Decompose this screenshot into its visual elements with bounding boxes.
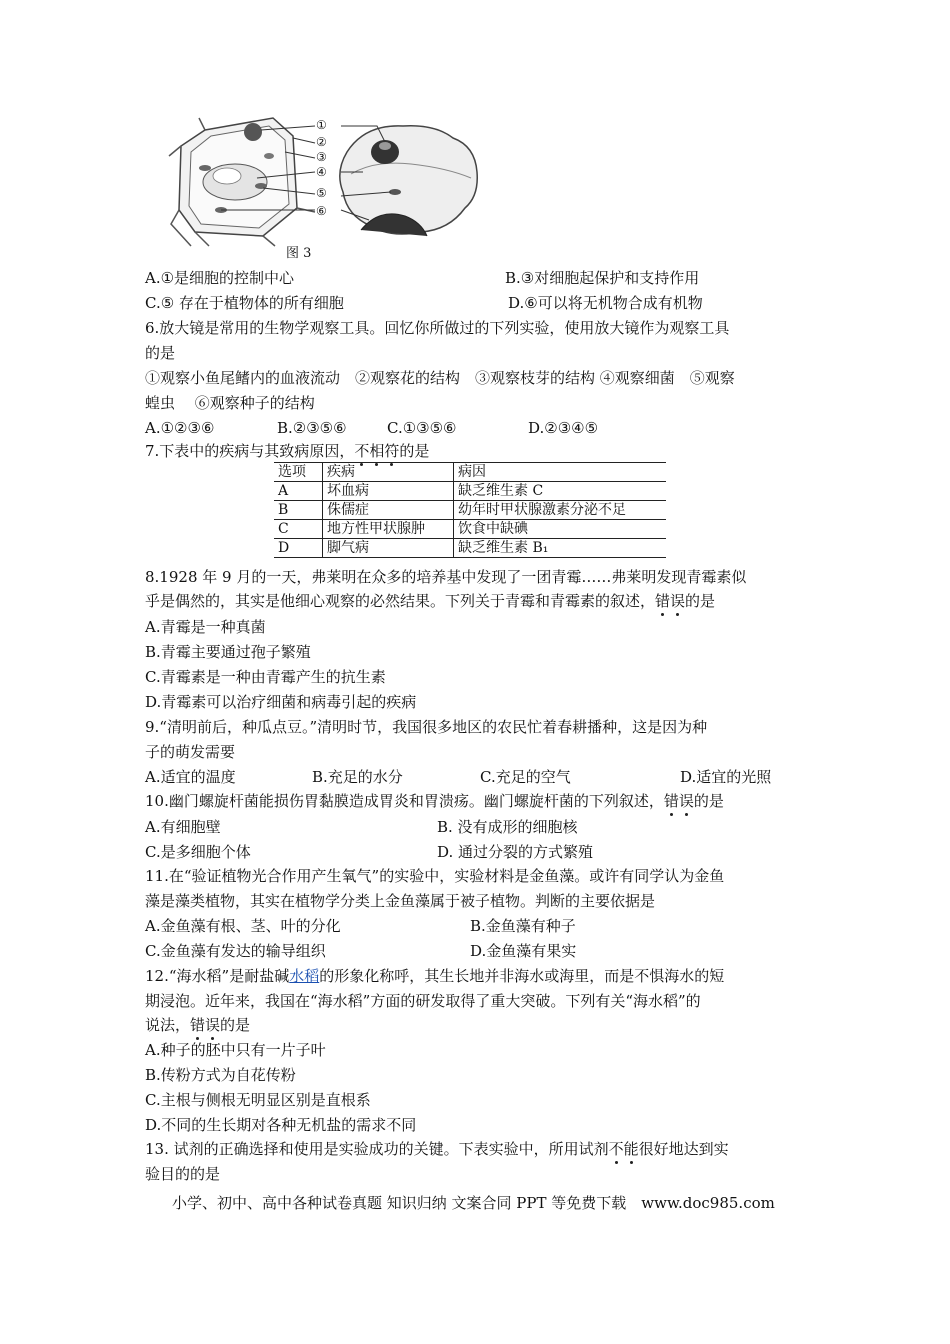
table-header-cell: 病因 bbox=[454, 463, 667, 482]
q13-emphasis-1: 不 bbox=[608, 1140, 624, 1158]
q6-stem-line4: 蝗虫 ⑥观察种子的结构 bbox=[145, 394, 315, 412]
q9-option-a: A.适宜的温度 bbox=[145, 768, 236, 786]
q12-stem-text: 12.“海水稻”是耐盐碱 bbox=[145, 967, 290, 985]
table-cell: 坏血病 bbox=[323, 482, 454, 501]
table-cell: C bbox=[274, 520, 323, 539]
table-cell: 幼年时甲状腺激素分泌不足 bbox=[454, 501, 667, 520]
q5-option-c: C.⑤ 存在于植物体的所有细胞 bbox=[145, 294, 344, 312]
q11-option-a: A.金鱼藻有根、茎、叶的分化 bbox=[145, 917, 341, 935]
figure-label-2: ② bbox=[316, 135, 327, 149]
q7-emphasis-1: 不 bbox=[354, 442, 370, 460]
q8-stem-line1: 8.1928 年 9 月的一天，弗莱明在众多的培养基中发现了一团青霉……弗莱明发现青霉素似 bbox=[145, 568, 747, 586]
q9-stem-line2: 子的萌发需要 bbox=[145, 743, 236, 761]
q13-stem-line1 bbox=[145, 1139, 729, 1159]
figure-label-1: ① bbox=[316, 118, 327, 132]
q7-stem-end: 的是 bbox=[399, 442, 430, 460]
cell-3d-illustration bbox=[340, 126, 477, 236]
q7-stem bbox=[145, 441, 429, 461]
plant-cell-block-illustration bbox=[169, 118, 315, 246]
q12-emphasis-1: 错 bbox=[190, 1016, 206, 1034]
table-header-cell: 选项 bbox=[274, 463, 323, 482]
table-cell: 缺乏维生素 B₁ bbox=[454, 539, 667, 558]
q8-stem-line2 bbox=[145, 591, 715, 611]
q8-emphasis-2: 误 bbox=[670, 592, 686, 610]
table-row bbox=[274, 539, 666, 558]
q8-emphasis-1: 错 bbox=[655, 592, 671, 610]
q6-stem-line3: ①观察小鱼尾鳍内的血液流动 ②观察花的结构 ③观察枝芽的结构 ④观察细菌 ⑤观察 bbox=[145, 369, 735, 387]
figure-caption: 图 3 bbox=[286, 246, 312, 261]
q12-stem-line2: 期浸泡。近年来，我国在“海水稻”方面的研发取得了重大突破。下列有关“海水稻”的 bbox=[145, 992, 701, 1010]
q12-option-a: A.种子的胚中只有一片子叶 bbox=[145, 1041, 326, 1059]
q13-stem-end: 很好地达到实 bbox=[638, 1140, 729, 1158]
q11-option-b: B.金鱼藻有种子 bbox=[470, 917, 576, 935]
q8-option-a: A.青霉是一种真菌 bbox=[145, 618, 266, 636]
q10-option-d: D. 通过分裂的方式繁殖 bbox=[437, 843, 594, 861]
figure-label-5: ⑤ bbox=[316, 186, 327, 200]
q12-stem-text-2: 说法， bbox=[145, 1016, 191, 1034]
table-row bbox=[274, 482, 666, 501]
q9-stem-line1: 9.“清明前后，种瓜点豆。”清明时节，我国很多地区的农民忙着春耕播种，这是因为种 bbox=[145, 718, 708, 736]
q10-option-a: A.有细胞壁 bbox=[145, 818, 221, 836]
q12-option-b: B.传粉方式为自花传粉 bbox=[145, 1066, 296, 1084]
q6-option-b: B.②③⑤⑥ bbox=[277, 419, 347, 437]
q6-option-d: D.②③④⑤ bbox=[528, 419, 599, 437]
table-cell: 脚气病 bbox=[323, 539, 454, 558]
q7-emphasis-3: 符 bbox=[384, 442, 400, 460]
q11-option-d: D.金鱼藻有果实 bbox=[470, 942, 577, 960]
q11-stem-line2: 藻是藻类植物，其实在植物学分类上金鱼藻属于被子植物。判断的主要依据是 bbox=[145, 892, 656, 910]
q10-option-b: B. 没有成形的细胞核 bbox=[437, 818, 578, 836]
q8-stem-end: 的是 bbox=[685, 592, 716, 610]
table-cell: B bbox=[274, 501, 323, 520]
plant-cell-figure bbox=[165, 112, 485, 247]
q9-option-b: B.充足的水分 bbox=[312, 768, 403, 786]
page-footer: 小学、初中、高中各种试卷真题 知识归纳 文案合同 PPT 等免费下载 www.doc985.com bbox=[172, 1194, 775, 1212]
q5-option-b: B.③对细胞起保护和支持作用 bbox=[505, 269, 700, 287]
table-row bbox=[274, 501, 666, 520]
figure-label-6: ⑥ bbox=[316, 204, 327, 218]
q13-stem-line2: 验目的的是 bbox=[145, 1165, 221, 1183]
q12-option-d: D.不同的生长期对各种无机盐的需求不同 bbox=[145, 1116, 417, 1134]
q8-option-c: C.青霉素是一种由青霉产生的抗生素 bbox=[145, 668, 386, 686]
table-cell: D bbox=[274, 539, 323, 558]
table-header-row bbox=[274, 463, 666, 482]
table-cell: 饮食中缺碘 bbox=[454, 520, 667, 539]
q7-stem-text: 7.下表中的疾病与其致病原因， bbox=[145, 442, 355, 460]
q12-emphasis-2: 误 bbox=[205, 1016, 221, 1034]
q6-stem-line2: 的是 bbox=[145, 344, 176, 362]
q13-emphasis-2: 能 bbox=[623, 1140, 639, 1158]
q10-emphasis-1: 错 bbox=[663, 792, 679, 810]
q11-option-c: C.金鱼藻有发达的输导组织 bbox=[145, 942, 326, 960]
q13-stem-text: 13. 试剂的正确选择和使用是实验成功的关键。下表实验中，所用试剂 bbox=[145, 1140, 609, 1158]
q12-stem-text-cont: 的形象化称呼，其生长地并非海水或海里，而是不惧海水的短 bbox=[319, 967, 725, 985]
table-row bbox=[274, 520, 666, 539]
table-cell: 地方性甲状腺肿 bbox=[323, 520, 454, 539]
q9-option-d: D.适宜的光照 bbox=[680, 768, 772, 786]
q10-option-c: C.是多细胞个体 bbox=[145, 843, 251, 861]
q12-stem-line3 bbox=[145, 1015, 250, 1035]
q6-option-c: C.①③⑤⑥ bbox=[387, 419, 457, 437]
table-cell: 缺乏维生素 C bbox=[454, 482, 667, 501]
q12-option-c: C.主根与侧根无明显区别是直根系 bbox=[145, 1091, 371, 1109]
table-cell: A bbox=[274, 482, 323, 501]
q10-stem bbox=[145, 791, 724, 811]
q11-stem-line1: 11.在“验证植物光合作用产生氧气”的实验中，实验材料是金鱼藻。或许有同学认为金鱼 bbox=[145, 867, 725, 885]
q5-option-a: A.①是细胞的控制中心 bbox=[145, 269, 295, 287]
q8-option-b: B.青霉主要通过孢子繁殖 bbox=[145, 643, 311, 661]
table-header-cell: 疾病 bbox=[323, 463, 454, 482]
q10-emphasis-2: 误 bbox=[678, 792, 694, 810]
rice-link[interactable]: 水稻 bbox=[289, 967, 320, 985]
q10-stem-end: 的是 bbox=[693, 792, 724, 810]
q12-stem-line1 bbox=[145, 966, 724, 986]
q5-option-d: D.⑥可以将无机物合成有机物 bbox=[508, 294, 703, 312]
q7-disease-table bbox=[274, 462, 666, 558]
q10-stem-text: 10.幽门螺旋杆菌能损伤胃黏膜造成胃炎和胃溃疡。幽门螺旋杆菌的下列叙述， bbox=[145, 792, 664, 810]
table-cell: 侏儒症 bbox=[323, 501, 454, 520]
q12-stem-end: 的是 bbox=[220, 1016, 251, 1034]
q7-emphasis-2: 相 bbox=[369, 442, 385, 460]
figure-label-3: ③ bbox=[316, 150, 327, 164]
q8-option-d: D.青霉素可以治疗细菌和病毒引起的疾病 bbox=[145, 693, 417, 711]
q8-stem-text: 乎是偶然的，其实是他细心观察的必然结果。下列关于青霉和青霉素的叙述， bbox=[145, 592, 656, 610]
q9-option-c: C.充足的空气 bbox=[480, 768, 571, 786]
q6-option-a: A.①②③⑥ bbox=[145, 419, 215, 437]
figure-label-4: ④ bbox=[316, 165, 327, 179]
q6-stem-line1: 6.放大镜是常用的生物学观察工具。回忆你所做过的下列实验，使用放大镜作为观察工具 bbox=[145, 319, 730, 337]
